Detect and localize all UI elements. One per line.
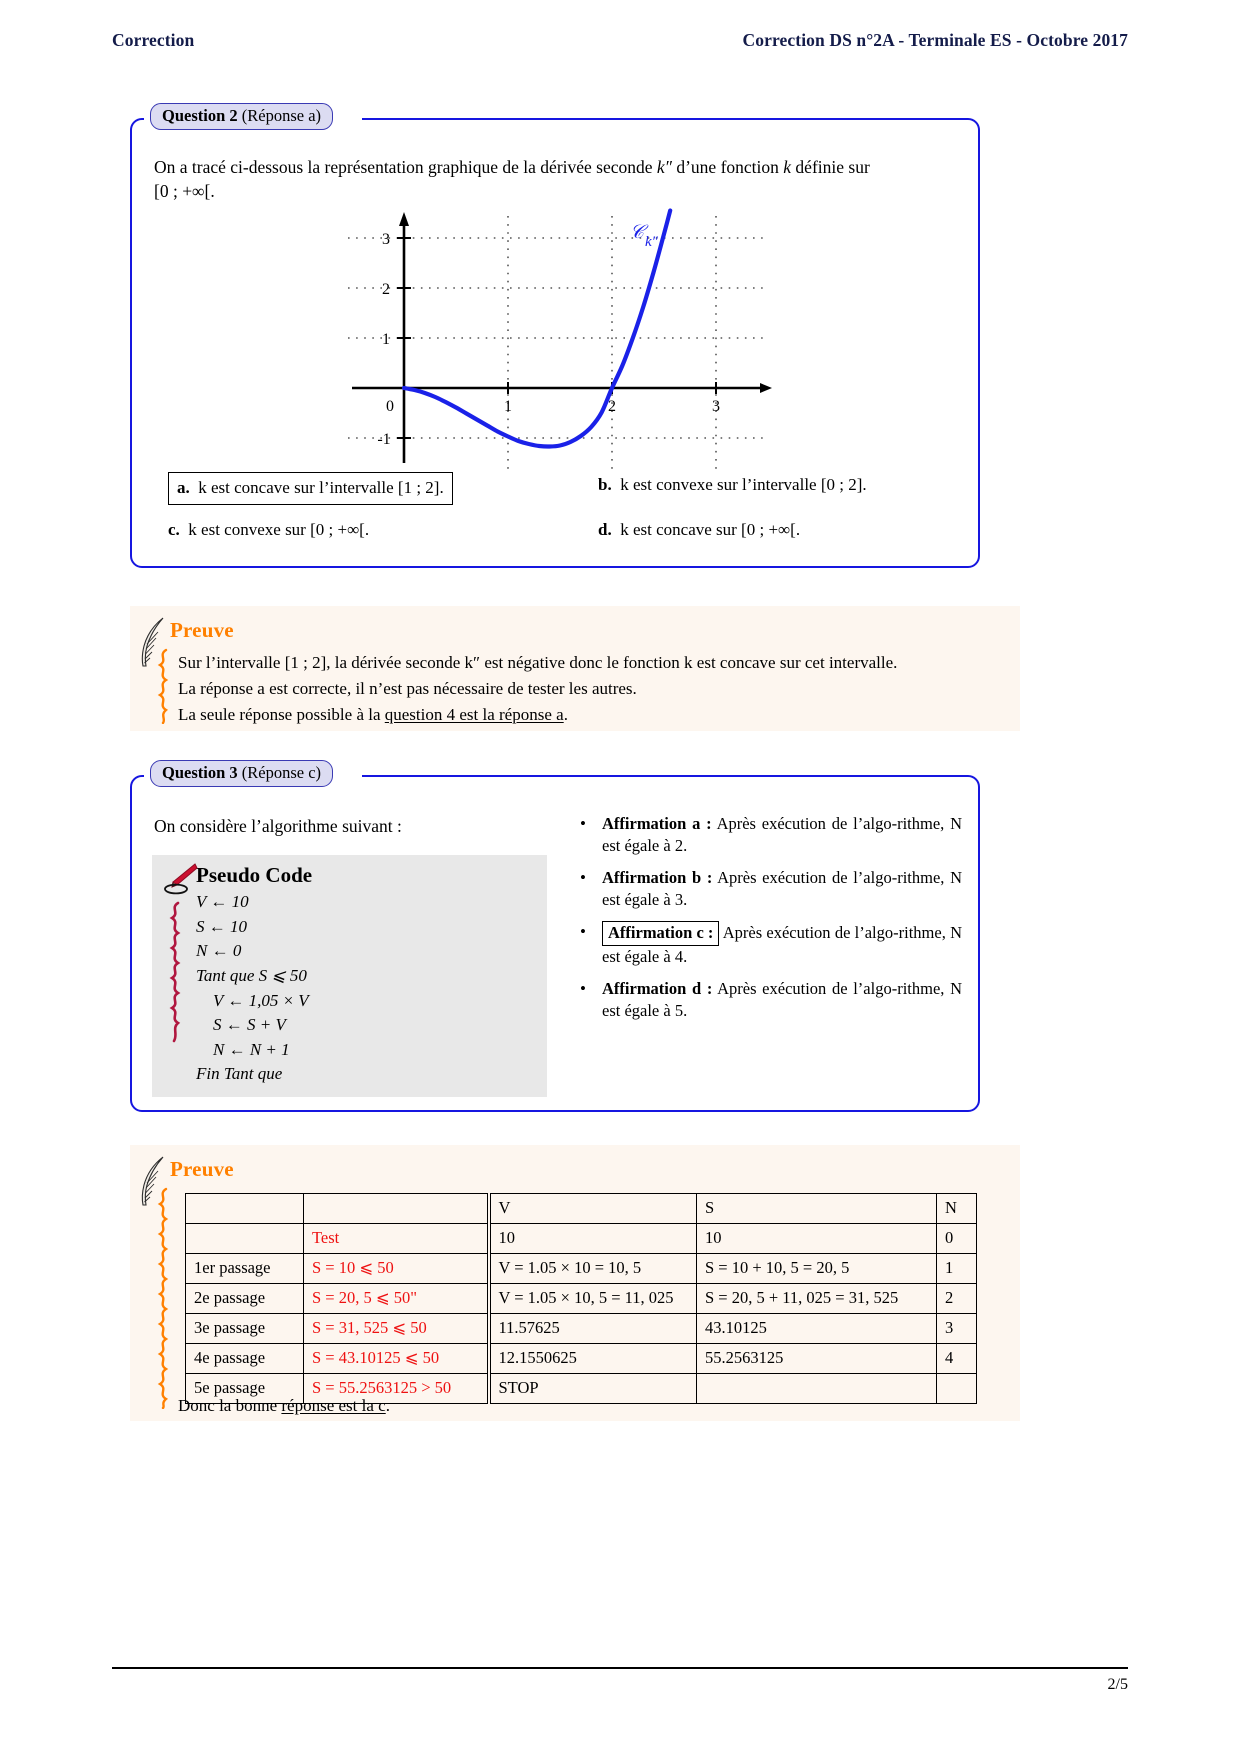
footer-rule xyxy=(112,1667,1128,1669)
affirmation-a[interactable] xyxy=(580,813,962,858)
cell-V: STOP xyxy=(489,1374,697,1404)
affirmation-d-body: Après exécution de l’algo-rithme, N est égale à 5. xyxy=(602,978,962,1021)
svg-text:k″: k″ xyxy=(645,234,658,250)
crimson-squiggle xyxy=(168,901,182,1043)
cell-N: 3 xyxy=(937,1314,977,1344)
affirmation-a-text xyxy=(602,813,962,858)
cell-passage: 1er passage xyxy=(186,1254,304,1284)
xtick-0: 0 xyxy=(386,398,394,415)
question3-frame xyxy=(130,763,980,1112)
choices-row-2 xyxy=(168,517,954,543)
question2-tag-bold: Question 2 xyxy=(162,106,238,125)
cell-test: S = 10 ⩽ 50 xyxy=(304,1254,489,1284)
cell-h-test xyxy=(304,1194,489,1224)
bullet-icon: • xyxy=(580,978,586,998)
affirmation-c[interactable] xyxy=(580,921,962,969)
grid-vertical xyxy=(508,216,716,470)
cell-h-N: N xyxy=(937,1194,977,1224)
ytick-3: 3 xyxy=(382,231,390,248)
pcode-line-2: N ← 0 xyxy=(196,941,242,961)
cell-h-passage xyxy=(186,1194,304,1224)
pseudo-code-box xyxy=(152,855,547,1097)
graph-svg xyxy=(342,208,772,476)
cell-test: S = 55.2563125 > 50 xyxy=(304,1374,489,1404)
choice-a-key: a. xyxy=(177,478,190,497)
cell-passage: 3e passage xyxy=(186,1314,304,1344)
conclusion-plain: Donc la bonne xyxy=(178,1396,282,1415)
bullet-icon: • xyxy=(580,867,586,887)
statement-part3: définie sur xyxy=(791,157,870,177)
affirmations-list xyxy=(580,813,962,1032)
cell-N: 1 xyxy=(937,1254,977,1284)
cell-V: V = 1.05 × 10 = 10, 5 xyxy=(489,1254,697,1284)
affirmation-c-body: Après exécution de l’algo-rithme, N est égale à 4. xyxy=(602,922,962,967)
xtick-2: 2 xyxy=(608,398,616,415)
cell-S: 43.10125 xyxy=(697,1314,937,1344)
cell-N xyxy=(937,1374,977,1404)
cell-V: 10 xyxy=(489,1224,697,1254)
pencil-icon xyxy=(164,863,198,895)
choice-b[interactable] xyxy=(598,475,867,494)
cell-V: 11.57625 xyxy=(489,1314,697,1344)
preuve1-line-1: Sur l’intervalle [1 ; 2], la dérivée seconde k″ est négative donc le fonction k est concave sur cet intervalle. xyxy=(178,653,898,672)
cell-test: S = 43.10125 ⩽ 50 xyxy=(304,1344,489,1374)
cell-test: Test xyxy=(304,1224,489,1254)
cell-V: 12.1550625 xyxy=(489,1344,697,1374)
svg-text:𝒞: 𝒞 xyxy=(630,222,644,243)
conclusion-tail: . xyxy=(385,1396,390,1415)
xtick-3: 3 xyxy=(712,398,720,415)
choice-b-text: k est convexe sur l’intervalle [0 ; 2]. xyxy=(620,475,867,494)
table-row xyxy=(186,1314,977,1344)
cell-test: S = 20, 5 ⩽ 50" xyxy=(304,1284,489,1314)
choice-d[interactable] xyxy=(598,520,800,539)
question3-tag-answer: (Réponse c) xyxy=(241,763,322,782)
choice-c-cell xyxy=(168,517,598,543)
statement-domain: [0 ; +∞[. xyxy=(154,181,215,202)
preuve1-body xyxy=(178,650,1008,727)
cell-test: S = 31, 525 ⩽ 50 xyxy=(304,1314,489,1344)
choice-d-text: k est concave sur [0 ; +∞[. xyxy=(620,519,801,539)
xtick-1: 1 xyxy=(504,398,512,415)
question2-statement xyxy=(154,155,966,203)
cell-S xyxy=(697,1374,937,1404)
table-row xyxy=(186,1344,977,1374)
page-header xyxy=(112,30,1128,51)
ytick-1: 1 xyxy=(382,331,390,348)
pcode-line-6: N ← N + 1 xyxy=(196,1039,290,1059)
cell-S: 55.2563125 xyxy=(697,1344,937,1374)
ytick-2: 2 xyxy=(382,281,390,298)
affirmation-a-body: Après exécution de l’algo-rithme, N est égale à 2. xyxy=(602,814,963,856)
tick-labels xyxy=(377,231,720,448)
bullet-icon: • xyxy=(580,921,586,941)
choice-c-key: c. xyxy=(168,519,180,539)
cell-N: 0 xyxy=(937,1224,977,1254)
choice-c-text: k est convexe sur [0 ; +∞[. xyxy=(188,519,370,539)
question2-tag xyxy=(150,103,333,130)
pcode-line-7: Fin Tant que xyxy=(196,1064,283,1084)
pseudo-code-lines xyxy=(196,890,537,1087)
cell-S: S = 10 + 10, 5 = 20, 5 xyxy=(697,1254,937,1284)
table-row-header xyxy=(186,1194,977,1224)
preuve1-line3-tail: . xyxy=(563,704,568,724)
question3-tag-bold: Question 3 xyxy=(162,763,238,782)
cell-N: 4 xyxy=(937,1344,977,1374)
preuve1-title: Preuve xyxy=(170,618,234,642)
statement-k: k xyxy=(783,157,792,177)
choice-b-cell xyxy=(598,472,867,505)
choice-a-text: k est concave sur l’intervalle [1 ; 2]. xyxy=(198,478,444,497)
cell-passage: 5e passage xyxy=(186,1374,304,1404)
affirmation-a-label: Affirmation a : xyxy=(602,814,712,833)
cell-h-S: S xyxy=(697,1194,937,1224)
pcode-line-0: V ← 10 xyxy=(196,892,249,911)
ytick-minus1: -1 xyxy=(377,431,391,448)
cell-V: V = 1.05 × 10, 5 = 11, 025 xyxy=(489,1284,697,1314)
question3-tag xyxy=(150,760,333,787)
cell-S: S = 20, 5 + 11, 025 = 31, 525 xyxy=(697,1284,937,1314)
pcode-line-1: S ← 10 xyxy=(196,916,247,936)
table-row xyxy=(186,1224,977,1254)
affirmation-c-text xyxy=(602,921,962,969)
choice-b-key: b. xyxy=(598,475,612,494)
preuve-question2 xyxy=(130,606,1020,731)
affirmation-b-text xyxy=(602,867,962,912)
preuve1-line-3 xyxy=(178,702,1008,728)
trace-table xyxy=(185,1193,977,1404)
question2-tag-answer: (Réponse a) xyxy=(241,106,322,125)
question2-frame xyxy=(130,106,980,568)
affirmation-b-body: Après exécution de l’algo-rithme, N est égale à 3. xyxy=(602,867,962,910)
affirmation-d-text xyxy=(602,978,962,1023)
orange-squiggle xyxy=(156,1187,170,1409)
preuve2-conclusion xyxy=(178,1393,390,1419)
statement-part2: d’une fonction xyxy=(671,157,784,177)
affirmation-d-label: Affirmation d : xyxy=(602,978,713,998)
preuve1-line3-plain: La seule réponse possible à la xyxy=(178,704,385,724)
pcode-line-3: Tant que S ⩽ 50 xyxy=(196,965,307,985)
choice-c[interactable] xyxy=(168,520,369,539)
cell-S: 10 xyxy=(697,1224,937,1254)
pcode-line-4: V ← 1,05 × V xyxy=(196,990,309,1010)
curve-label xyxy=(630,222,659,250)
table-row xyxy=(186,1284,977,1314)
header-right: Correction DS n°2A - Terminale ES - Octobre 2017 xyxy=(742,30,1128,50)
statement-k-second: k″ xyxy=(656,157,672,177)
y-axis-arrow xyxy=(399,212,409,226)
derivative-graph xyxy=(342,208,772,476)
preuve-question3 xyxy=(130,1145,1020,1421)
affirmation-c-label: Affirmation c : xyxy=(602,921,719,946)
choice-a-cell xyxy=(168,472,598,505)
cell-passage xyxy=(186,1224,304,1254)
affirmation-b-label: Affirmation b : xyxy=(602,867,713,887)
preuve1-line3-underline: question 4 est la réponse a xyxy=(384,704,564,724)
choices-row-1 xyxy=(168,472,954,505)
header-left: Correction xyxy=(112,30,195,50)
pseudo-code-title: Pseudo Code xyxy=(196,863,313,887)
choice-d-key: d. xyxy=(598,519,612,539)
affirmation-d[interactable] xyxy=(580,978,962,1023)
trace-table-body xyxy=(186,1194,977,1404)
cell-passage: 4e passage xyxy=(186,1344,304,1374)
pcode-line-5: S ← S + V xyxy=(196,1015,286,1035)
preuve1-line-2: La réponse a est correcte, il n’est pas nécessaire de tester les autres. xyxy=(178,678,637,698)
cell-passage: 2e passage xyxy=(186,1284,304,1314)
preuve2-title: Preuve xyxy=(170,1157,234,1181)
cell-N: 2 xyxy=(937,1284,977,1314)
question2-choices xyxy=(168,472,954,542)
cell-h-V: V xyxy=(489,1194,697,1224)
conclusion-underline: réponse est la c xyxy=(281,1396,386,1415)
affirmation-b[interactable] xyxy=(580,867,962,912)
page-number: 2/5 xyxy=(1107,1676,1128,1693)
table-row xyxy=(186,1254,977,1284)
orange-squiggle xyxy=(156,648,170,724)
choice-a[interactable] xyxy=(168,472,453,505)
choice-d-cell xyxy=(598,517,800,543)
bullet-icon: • xyxy=(580,814,586,833)
curve-k-second xyxy=(404,211,670,447)
x-axis-arrow xyxy=(760,383,772,393)
statement-part1: On a tracé ci-dessous la représentation graphique de la dérivée seconde xyxy=(154,157,657,177)
question3-intro: On considère l’algorithme suivant : xyxy=(154,816,402,836)
